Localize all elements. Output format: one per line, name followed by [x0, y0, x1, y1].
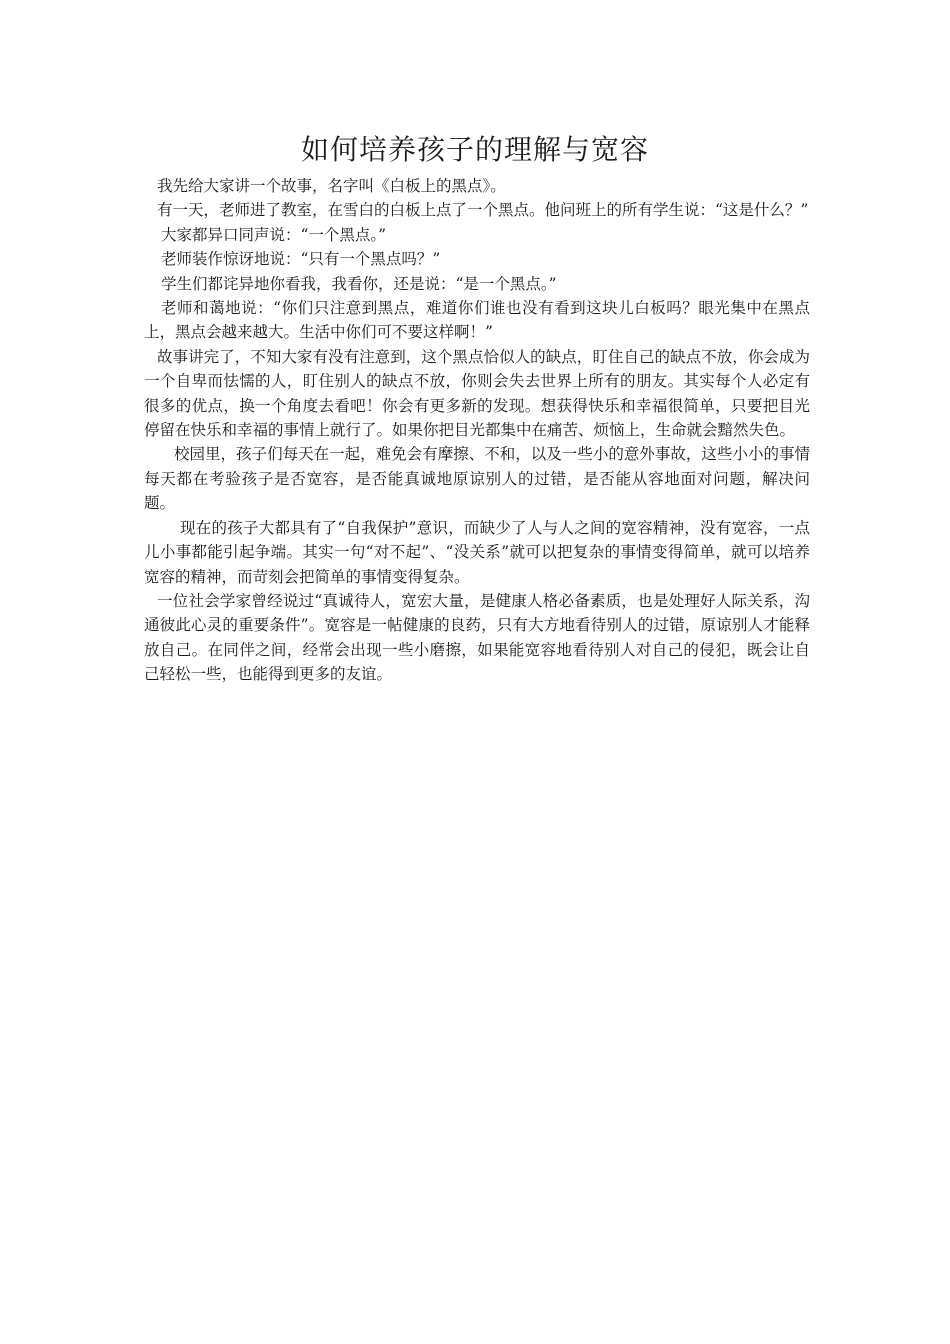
paragraph: 一位社会学家曾经说过“真诚待人，宽宏大量，是健康人格必备素质，也是处理好人际关系，沟通彼此心灵的重要条件”。宽容是一帖健康的良药，只有大方地看待别人的过错，原谅别人才能释放自己。在同伴之间，经常会出现一些小磨擦，如果能宽容地看待别人对自己的侵犯，既会让自己轻松一些，也能得到更多的友谊。 [144, 591, 810, 684]
paragraph: 老师和蔼地说：“你们只注意到黑点，难道你们谁也没有看到这块儿白板吗？眼光集中在黑点上，黑点会越来越大。生活中你们可不要这样啊！” [144, 299, 810, 342]
paragraph: 故事讲完了，不知大家有没有注意到，这个黑点恰似人的缺点，盯住自己的缺点不放，你会成为一个自卑而怯懦的人，盯住别人的缺点不放，你则会失去世界上所有的朋友。其实每个人必定有很多的优点，换一个角度去看吧！你会有更多新的发现。想获得快乐和幸福很简单，只要把目光停留在快乐和幸福的事情上就行了。如果你把目光都集中在痛苦、烦恼上，生命就会黯然失色。 [144, 347, 810, 440]
document-title: 如何培养孩子的理解与宽容 [300, 133, 649, 166]
paragraph: 我先给大家讲一个故事，名字叫《白板上的黑点》。 [157, 177, 506, 195]
paragraph: 校园里，孩子们每天在一起，难免会有摩擦、不和，以及一些小的意外事故，这些小小的事情每天都在考验孩子是否宽容，是否能真诚地原谅别人的过错，是否能从容地面对问题，解决问题。 [144, 445, 810, 513]
document-body [144, 174, 810, 687]
paragraph: 老师装作惊讶地说：“只有一个黑点吗？” [161, 250, 441, 269]
paragraph: 有一天，老师进了教室，在雪白的白板上点了一个黑点。他问班上的所有学生说：“这是什么？” [157, 201, 809, 220]
paragraph: 学生们都诧异地你看我，我看你，还是说：“是一个黑点。” [161, 274, 557, 293]
paragraph: 大家都异口同声说：“一个黑点。” [161, 225, 387, 244]
paragraph: 现在的孩子大都具有了“自我保护”意识，而缺少了人与人之间的宽容精神，没有宽容，一点儿小事都能引起争端。其实一句“对不起”、“没关系”就可以把复杂的事情变得简单，就可以培养宽容的精神，而苛刻会把简单的事情变得复杂。 [144, 518, 810, 586]
